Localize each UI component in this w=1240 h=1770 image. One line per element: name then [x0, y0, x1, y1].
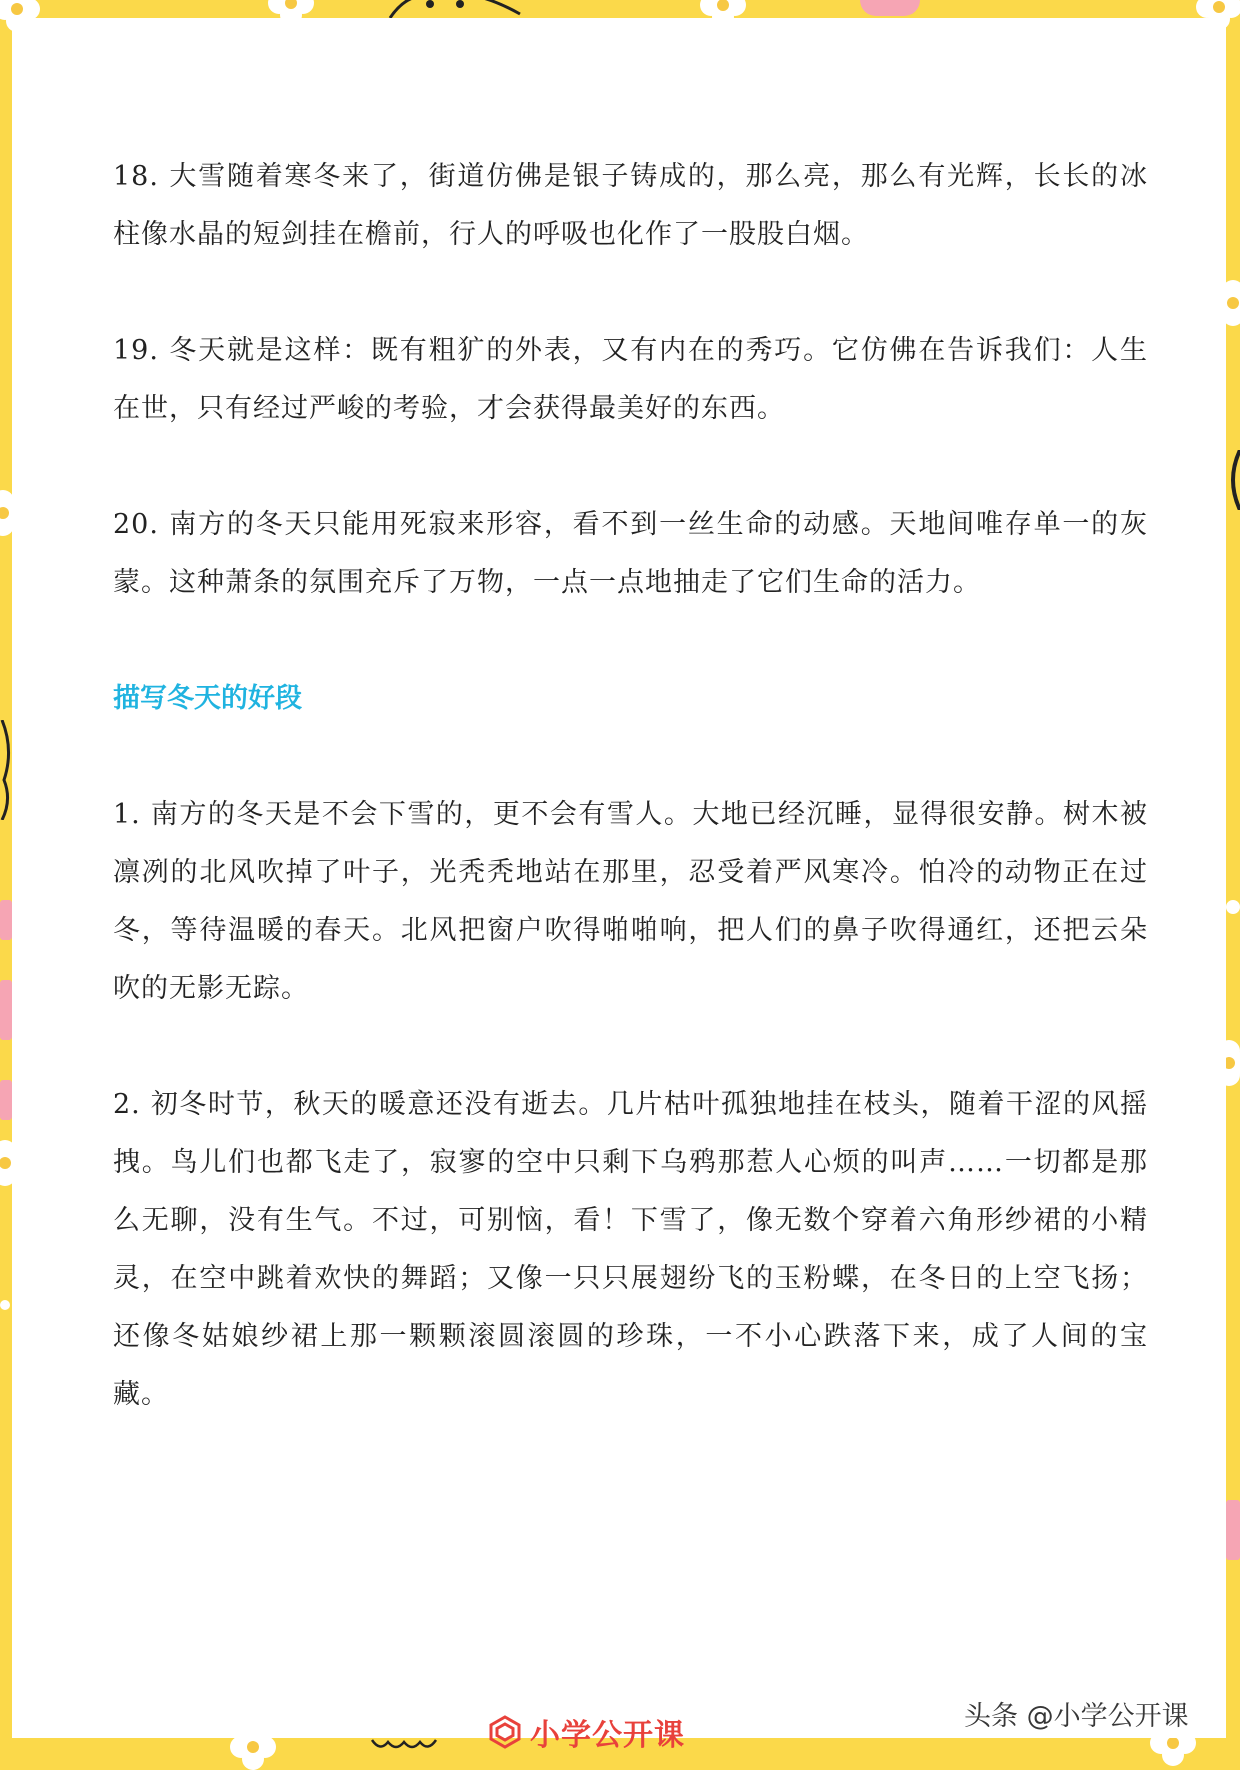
pink-stripe-decoration: [0, 1080, 12, 1120]
pink-stripe-decoration: [1226, 1500, 1240, 1560]
paragraph: 20. 南方的冬天只能用死寂来形容，看不到一丝生命的动感。天地间唯存单一的灰蒙。这种萧条的氛围充斥了万物，一点一点地抽走了它们生命的活力。: [113, 509, 1148, 598]
dot-decoration: [0, 1300, 10, 1310]
hexagon-logo-icon: [488, 1715, 522, 1749]
paragraph: 18. 大雪随着寒冬来了，街道仿佛是银子铸成的，那么亮，那么有光辉，长长的冰柱像水晶的短剑挂在檐前，行人的呼吸也化作了一股股白烟。: [113, 161, 1148, 250]
cartoon-doodle-decoration: [370, 1738, 440, 1754]
pink-stripe-decoration: [860, 0, 920, 16]
dot-decoration: [1226, 900, 1240, 914]
cartoon-face-decoration: [380, 0, 530, 20]
watermark: 头条 @小学公开课: [964, 1701, 1189, 1732]
section-title: 描写冬天的好段: [113, 683, 302, 714]
content-card: [12, 18, 1226, 1738]
article-content: [113, 148, 1148, 1482]
cartoon-doodle-decoration: [1226, 450, 1240, 510]
pink-stripe-decoration: [0, 900, 12, 940]
paragraph: 19. 冬天就是这样：既有粗犷的外表，又有内在的秀巧。它仿佛在告诉我们：人生在世，只有经过严峻的考验，才会获得最美好的东西。: [113, 335, 1148, 424]
paragraph: 2. 初冬时节，秋天的暖意还没有逝去。几片枯叶孤独地挂在枝头，随着干涩的风摇拽。鸟儿们也都飞走了，寂寥的空中只剩下乌鸦那惹人心烦的叫声……一切都是那么无聊，没有生气。不过，可别恼，看！下雪了，像无数个穿着六角形纱裙的小精灵，在空中跳着欢快的舞蹈；又像一只只展翅纷飞的玉粉蝶，在冬日的上空飞扬；还像冬姑娘纱裙上那一颗颗滚圆滚圆的珍珠，一不小心跌落下来，成了人间的宝藏。: [113, 1089, 1148, 1410]
footer-logo: [488, 1712, 685, 1752]
pink-stripe-decoration: [0, 980, 12, 1040]
paragraph: 1. 南方的冬天是不会下雪的，更不会有雪人。大地已经沉睡，显得很安静。树木被凛冽的北风吹掉了叶子，光秃秃地站在那里，忍受着严风寒冷。怕冷的动物正在过冬，等待温暖的春天。北风把窗户吹得啪啪响，把人们的鼻子吹得通红，还把云朵吹的无影无踪。: [113, 799, 1148, 1004]
logo-text: 小学公开课: [530, 1718, 685, 1753]
